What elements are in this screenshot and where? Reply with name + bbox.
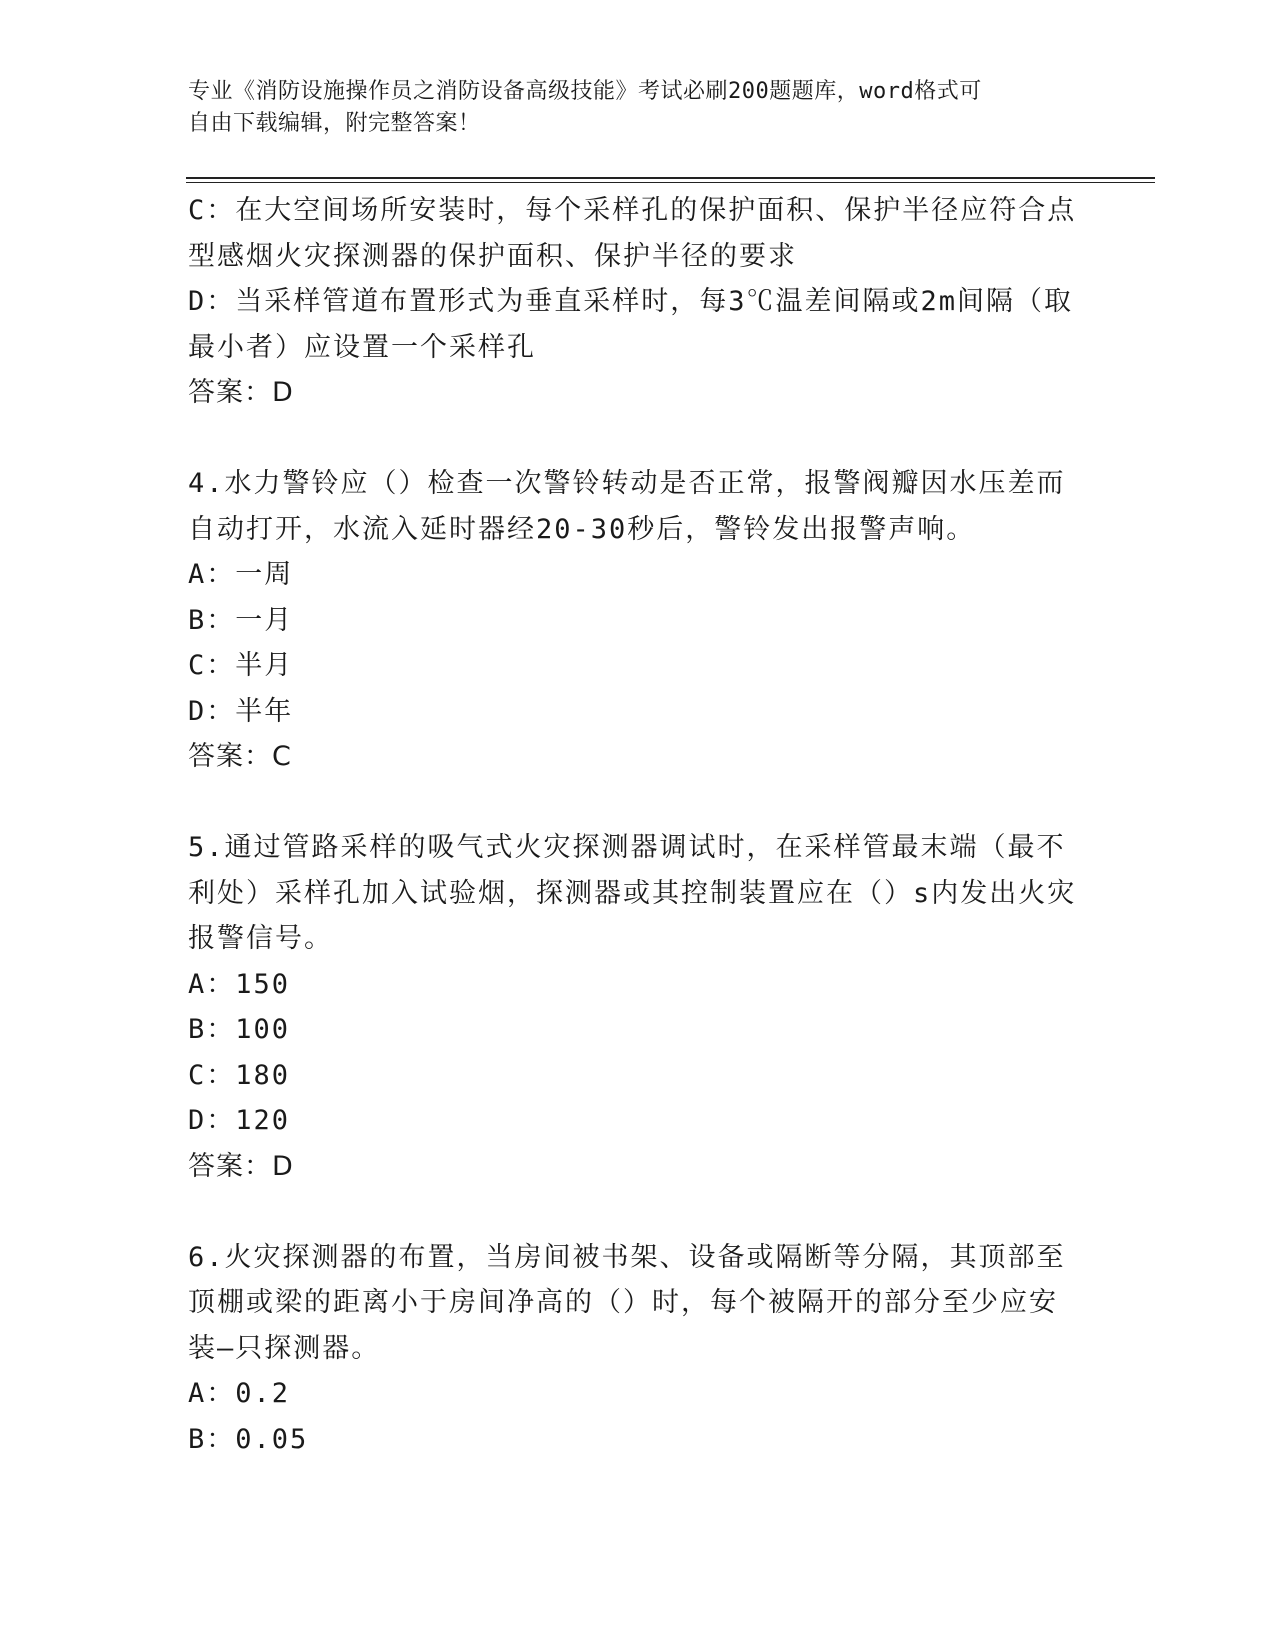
question-6-line-3: 装—只探测器。 — [188, 1332, 381, 1364]
question-5-line-2: 利处）采样孔加入试验烟，探测器或其控制装置应在（）s内发出火灾 — [188, 877, 1077, 909]
option-d: D：120 — [188, 1105, 291, 1136]
document-body — [188, 188, 1088, 1462]
option-b: B：0.05 — [188, 1423, 309, 1455]
question-6-line-1: 6.火灾探测器的布置，当房间被书架、设备或隔断等分隔，其顶部至 — [188, 1241, 1066, 1273]
header-line-2: 自由下载编辑，附完整答案！ — [188, 111, 481, 136]
question-4 — [188, 461, 1088, 780]
header-rule-thin — [186, 182, 1155, 183]
spacer — [188, 416, 1088, 462]
option-d-line-1: D：当采样管道布置形式为垂直采样时，每3℃温差间隔或2m间隔（取 — [188, 286, 1074, 317]
question-4-line-2: 自动打开，水流入延时器经20-30秒后，警铃发出报警声响。 — [188, 513, 976, 545]
answer-3: 答案：D — [188, 377, 294, 408]
option-c: C：180 — [188, 1059, 291, 1091]
question-5-line-3: 报警信号。 — [188, 923, 333, 954]
option-a: A：150 — [188, 968, 291, 1000]
option-a: A：0.2 — [188, 1378, 291, 1409]
header-rule-thick — [186, 177, 1155, 179]
option-c: C：半月 — [188, 650, 294, 681]
answer-5: 答案：D — [188, 1150, 294, 1182]
answer-4: 答案：C — [188, 741, 292, 772]
document-header — [188, 76, 1068, 140]
spacer — [188, 780, 1088, 826]
option-c-line-1: C：在大空间场所安装时，每个采样孔的保护面积、保护半径应符合点 — [188, 195, 1077, 226]
question-5 — [188, 825, 1088, 1189]
option-d-line-2: 最小者）应设置一个采样孔 — [188, 331, 536, 363]
option-b: B：100 — [188, 1014, 291, 1045]
header-line-1: 专业《消防设施操作员之消防设备高级技能》考试必刷200题题库，word格式可 — [188, 79, 982, 104]
option-a: A：一周 — [188, 559, 294, 590]
question-6 — [188, 1235, 1088, 1463]
option-c-line-2: 型感烟火灾探测器的保护面积、保护半径的要求 — [188, 240, 797, 272]
option-b: B：一月 — [188, 604, 294, 636]
question-4-line-1: 4.水力警铃应（）检查一次警铃转动是否正常，报警阀瓣因水压差而 — [188, 468, 1066, 499]
question-3-tail — [188, 188, 1088, 416]
option-d: D：半年 — [188, 695, 294, 727]
question-5-line-1: 5.通过管路采样的吸气式火灾探测器调试时，在采样管最末端（最不 — [188, 832, 1066, 863]
question-6-line-2: 顶棚或梁的距离小于房间净高的（）时，每个被隔开的部分至少应安 — [188, 1287, 1058, 1318]
spacer — [188, 1189, 1088, 1235]
